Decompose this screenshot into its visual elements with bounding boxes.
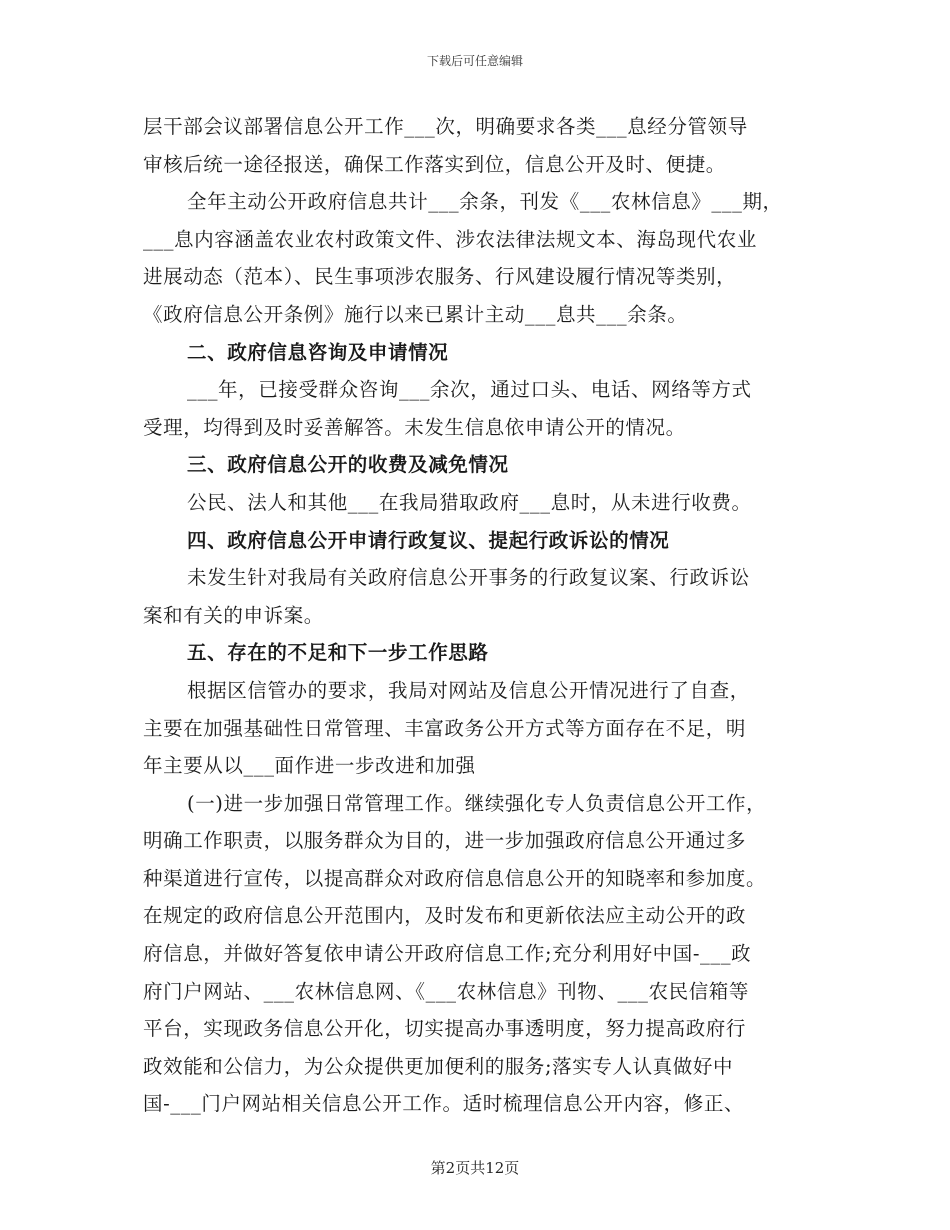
paragraph-start-line: 公民、法人和其他___在我局猎取政府___息时，从未进行收费。 [187,490,752,514]
body-line: 府门户网站、___农林信息网、《___农林信息》刊物、___农民信箱等 [143,979,750,1003]
body-line: 明确工作职责，以服务群众为目的，进一步加强政府信息公开通过多 [143,829,747,853]
body-line: ___息内容涵盖农业农村政策文件、涉农法律法规文本、海岛现代农业 [143,227,757,251]
section-heading: 二、政府信息咨询及申请情况 [187,340,449,364]
body-line: 国-___门户网站相关信息公开工作。适时梳理信息公开内容，修正、 [143,1092,745,1116]
body-line: 政效能和公信力，为公众提供更加便利的服务;落实专人认真做好中 [143,1054,734,1078]
paragraph-start-line: 未发生针对我局有关政府信息公开事务的行政复议案、行政诉讼 [187,566,750,590]
paragraph-start-line: ___年，已接受群众咨询___余次，通过口头、电话、网络等方式 [187,378,752,402]
paragraph-start-line: 全年主动公开政府信息共计___余条，刊发《___农林信息》___期， [187,190,783,214]
body-line: 主要在加强基础性日常管理、丰富政务公开方式等方面存在不足，明 [143,716,747,740]
section-heading: 四、政府信息公开申请行政复议、提起行政诉讼的情况 [187,528,670,552]
body-line: 平台，实现政务信息公开化，切实提高办事透明度，努力提高政府行 [143,1017,747,1041]
section-heading: 五、存在的不足和下一步工作思路 [187,641,489,665]
document-body [143,108,823,1123]
page-number: 第2页共12页 [430,1159,520,1177]
body-line: 府信息，并做好答复依申请公开政府信息工作;充分利用好中国-___政 [143,942,752,966]
body-line: 年主要从以___面作进一步改进和加强 [143,754,476,778]
paragraph-start-line: (一)进一步加强日常管理工作。继续强化专人负责信息公开工作， [187,791,767,815]
body-line: 受理，均得到及时妥善解答。未发生信息依申请公开的情况。 [143,415,686,439]
body-line: 种渠道进行宣传，以提高群众对政府信息信息公开的知晓率和参加度。 [143,866,767,890]
body-line: 层干部会议部署信息公开工作___次，明确要求各类___息经分管领导 [143,115,748,138]
paragraph-start-line: 根据区信管办的要求，我局对网站及信息公开情况进行了自查， [187,678,750,702]
body-line: 案和有关的申诉案。 [143,603,324,627]
body-line: 审核后统一途径报送，确保工作落实到位，信息公开及时、便捷。 [143,152,726,176]
header-note: 下载后可任意编辑 [426,54,523,68]
body-line: 《政府信息公开条例》施行以来已累计主动___息共___余条。 [143,302,688,326]
body-line: 进展动态（范本）、民生事项涉农服务、行风建设履行情况等类别， [143,265,737,289]
section-heading: 三、政府信息公开的收费及减免情况 [187,453,509,477]
body-line: 在规定的政府信息公开范围内，及时发布和更新依法应主动公开的政 [143,904,747,928]
